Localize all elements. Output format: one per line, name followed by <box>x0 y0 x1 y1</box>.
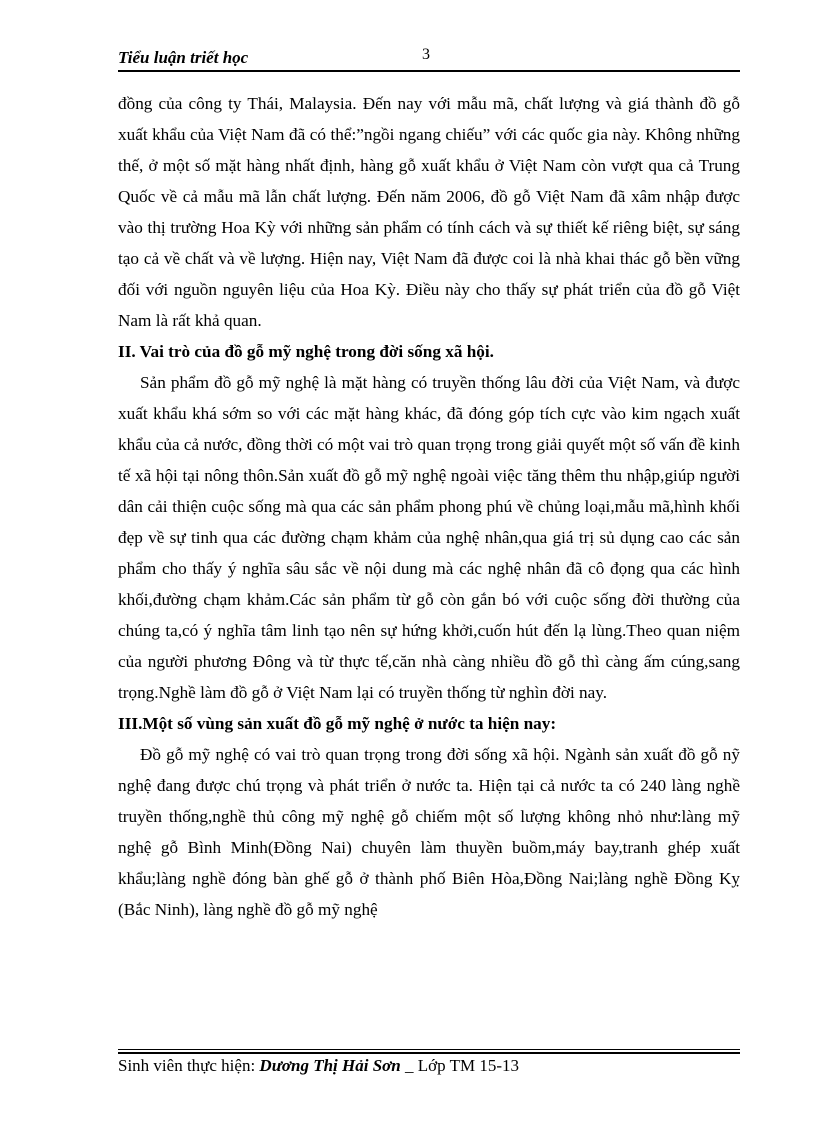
header-rule <box>118 70 740 72</box>
footer-label: Sinh viên thực hiện: <box>118 1056 260 1075</box>
section-heading-2: II. Vai trò của đồ gỗ mỹ nghệ trong đời sống xã hội. <box>118 342 494 361</box>
page-footer <box>118 1056 519 1076</box>
paragraph-1: đồng của công ty Thái, Malaysia. Đến nay với mẫu mã, chất lượng và giá thành đồ gỗ xuất khẩu của Việt Nam đã có thể:”ngồi ngang chiếu” với các quốc gia này. Không những thế, ở một số mặt hàng nhất định, hàng gỗ xuất khẩu ở Việt Nam còn vượt qua cả Trung Quốc về cả mẫu mã lẫn chất lượng. Đến năm 2006, đồ gỗ Việt Nam đã xâm nhập được vào thị trường Hoa Kỳ với những sản phẩm có tính cách và sự thiết kế riêng biệt, sự sáng tạo cả về chất và về lượng. Hiện nay, Việt Nam đã được coi là nhà khai thác gỗ bền vững đối với nguồn nguyên liệu của Hoa Kỳ. Điều này cho thấy sự phát triển của đồ gỗ Việt Nam là rất khả quan. <box>118 94 740 330</box>
class-info: _ Lớp TM 15-13 <box>400 1056 519 1075</box>
footer-rule-thin <box>118 1049 740 1050</box>
paragraph-3: Đồ gỗ mỹ nghệ có vai trò quan trọng trong đời sống xã hội. Ngành sản xuất đồ gỗ nỹ nghệ đang được chú trọng và phát triển ở nước ta. Hiện tại cả nước ta có 240 làng nghề truyền thống,nghề thủ công mỹ nghệ gỗ chiếm một số lượng không nhỏ như:làng mỹ nghệ gỗ Bình Minh(Đồng Nai) chuyên làm thuyền buồm,máy bay,tranh ghép xuất khẩu;làng nghề đóng bàn ghế gỗ ở thành phố Biên Hòa,Đồng Nai;làng nghề Đồng Kỵ (Bắc Ninh), làng nghề đồ gỗ mỹ nghệ <box>118 745 740 919</box>
page-header <box>118 46 740 72</box>
section-heading-3: III.Một số vùng sản xuất đồ gỗ mỹ nghệ ở nước ta hiện nay: <box>118 714 557 733</box>
header-title: Tiểu luận triết học <box>118 48 249 67</box>
paragraph-2: Sản phẩm đồ gỗ mỹ nghệ là mặt hàng có truyền thống lâu đời của Việt Nam, và được xuất khẩu khá sớm so với các mặt hàng khác, đã đóng góp tích cực vào kim ngạch xuất khẩu của cả nước, đồng thời có một vai trò quan trọng trong giải quyết một số vấn đề kinh tế xã hội tại nông thôn.Sản xuất đồ gỗ mỹ nghệ ngoài việc tăng thêm thu nhập,giúp người dân cải thiện cuộc sống mà qua các sản phẩm phong phú về chủng loại,mẫu mã,hình khối đẹp về sự tinh qua các đường chạm khảm của nghệ nhân,qua giá trị sủ dụng cao các sản phẩm cho thấy ý nghĩa sâu sắc về nội dung mà các nghệ nhân đã cô đọng qua các hình khối,đường chạm khảm.Các sản phẩm từ gỗ còn gắn bó với cuộc sống đời thường của chúng ta,có ý nghĩa tâm linh tạo nên sự hứng khởi,cuốn hút đến lạ lùng.Theo quan niệm của người phương Đông và từ thực tế,căn nhà càng nhiều đồ gỗ thì càng ấm cúng,sang trọng.Nghề làm đồ gỗ ở Việt Nam lại có truyền thống từ nghìn đời nay. <box>118 373 740 702</box>
page-number: 3 <box>422 46 430 63</box>
footer-rule-thick <box>118 1052 740 1054</box>
student-name: Dương Thị Hải Sơn <box>259 1056 401 1075</box>
document-body <box>118 88 740 925</box>
